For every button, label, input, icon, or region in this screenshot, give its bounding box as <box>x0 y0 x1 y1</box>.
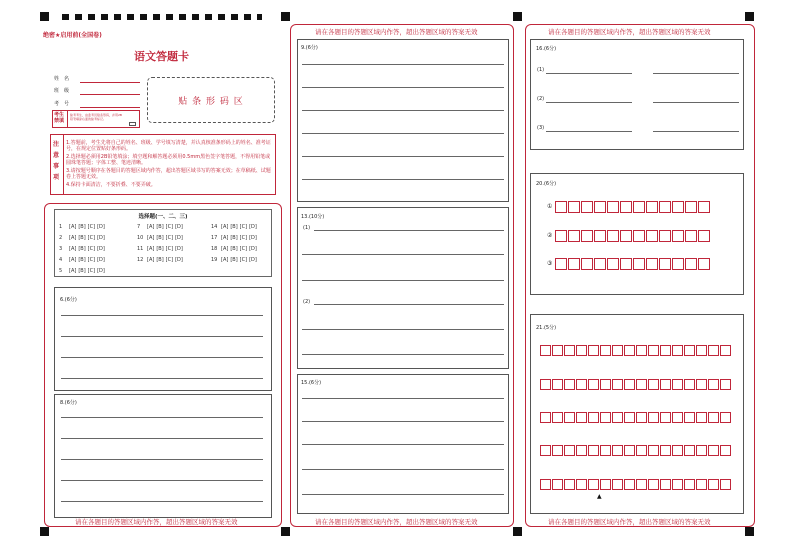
name-field-line[interactable] <box>80 82 140 83</box>
timing-mark <box>745 12 754 21</box>
q20-grid-1[interactable] <box>555 201 711 213</box>
timing-mark <box>745 527 754 536</box>
timing-mark <box>281 12 290 21</box>
mc-row[interactable]: 3 [A] [B] [C] [D] <box>59 246 105 252</box>
q13-sub1-label: (1) <box>303 225 311 231</box>
q16-sub2-label: (2) <box>537 96 545 102</box>
name-field-label: 姓 名 <box>54 76 70 82</box>
mc-row[interactable]: 10 [A] [B] [C] [D] <box>137 235 183 241</box>
q20-grid-3[interactable] <box>555 258 711 270</box>
timing-mark <box>281 527 290 536</box>
q15-box[interactable] <box>297 374 509 514</box>
mc-row[interactable]: 11 [A] [B] [C] [D] <box>137 246 183 252</box>
timing-mark <box>513 527 522 536</box>
header-warning-right: 请在各题目的答题区域内作答，超出答题区域的答案无效 <box>548 28 711 36</box>
absent-mark[interactable] <box>129 122 136 126</box>
q20-sub2-label: ② <box>547 232 553 239</box>
mc-row[interactable]: 1 [A] [B] [C] [D] <box>59 224 105 230</box>
q9-label: 9.(6分) <box>301 45 318 51</box>
q8-box[interactable] <box>54 394 272 518</box>
mc-row[interactable]: 14 [A] [B] [C] [D] <box>211 224 257 230</box>
timing-mark <box>513 12 522 21</box>
mc-block <box>54 209 272 277</box>
q16-sub1-label: (1) <box>537 67 545 73</box>
mc-row[interactable]: 19 [A] [B] [C] [D] <box>211 257 257 263</box>
q20-label: 20.(6分) <box>536 181 557 187</box>
q16-box[interactable] <box>530 39 744 150</box>
q20-sub1-label: ① <box>547 203 553 210</box>
header-warning-middle: 请在各题目的答题区域内作答，超出答题区域的答案无效 <box>315 28 478 36</box>
mc-row[interactable]: 12 [A] [B] [C] [D] <box>137 257 183 263</box>
q21-grid-2[interactable] <box>540 379 732 390</box>
absent-box <box>52 110 140 128</box>
notice-line-2: 2.选择题必须用2B铅笔填涂；填空题和解答题必须用0.5mm黑色签字笔答题，不得用铅笔或圆珠笔答题；字体工整、笔迹清晰。 <box>66 154 271 166</box>
class-field-line[interactable] <box>80 94 140 95</box>
mc-row[interactable]: 7 [A] [B] [C] [D] <box>137 224 183 230</box>
q8-label: 8.(6分) <box>60 400 77 406</box>
timing-track <box>62 14 262 20</box>
absent-text: 缺考考生，由监考员贴条形码，并用2B铅笔填涂右面的缺考标记。 <box>70 113 122 121</box>
q21-grid-3[interactable] <box>540 412 732 423</box>
notice-line-1: 1.答题前，考生先将自己的姓名、班级、学号填写清楚，并认真核准条形码上的姓名、准考证号，在规定位置贴好条形码。 <box>66 140 271 152</box>
q16-sub3-label: (3) <box>537 125 545 131</box>
q6-box[interactable] <box>54 287 272 391</box>
q13-label: 13.(10分) <box>301 214 325 220</box>
mc-row[interactable]: 17 [A] [B] [C] [D] <box>211 235 257 241</box>
q20-grid-2[interactable] <box>555 230 711 242</box>
q21-grid-5[interactable] <box>540 479 732 490</box>
triangle-marker-icon: ▲ <box>597 493 602 500</box>
timing-mark <box>40 12 49 21</box>
notice-box <box>50 134 276 195</box>
q21-grid-4[interactable] <box>540 445 732 456</box>
id-field-label: 考 号 <box>54 101 70 107</box>
mc-title: 选择题(一、二、三) <box>138 214 188 220</box>
q20-sub3-label: ③ <box>547 260 553 267</box>
q6-label: 6.(6分) <box>60 297 77 303</box>
q20-box[interactable] <box>530 173 744 295</box>
class-field-label: 班 级 <box>54 88 70 94</box>
exam-label: 绝密★启用前(全国卷) <box>43 32 102 39</box>
notice-line-4: 4.保持卡面清洁，不要折叠、不要弄破。 <box>66 182 156 188</box>
q21-grid-1[interactable] <box>540 345 732 356</box>
q15-label: 15.(6分) <box>301 380 322 386</box>
card-title: 语文答题卡 <box>134 50 189 63</box>
notice-line-3: 3.请按题号顺序在各题目的答题区域内作答，超出答题区域书写的答案无效；在草稿纸、试题卷上答题无效。 <box>66 168 271 180</box>
mc-row[interactable]: 2 [A] [B] [C] [D] <box>59 235 105 241</box>
q21-label: 21.(5分) <box>536 325 557 331</box>
barcode-label: 贴 条 形 码 区 <box>178 96 244 107</box>
id-field-line[interactable] <box>80 107 140 108</box>
mc-row[interactable]: 18 [A] [B] [C] [D] <box>211 246 257 252</box>
q13-box[interactable] <box>297 207 509 369</box>
notice-label: 注意事项 <box>53 141 60 181</box>
q21-box[interactable] <box>530 314 744 514</box>
mc-row[interactable]: 5 [A] [B] [C] [D] <box>59 268 105 274</box>
footer-warning-right: 请在各题目的答题区域内作答，超出答题区域的答案无效 <box>548 518 711 526</box>
barcode-area <box>147 77 275 123</box>
timing-mark <box>40 527 49 536</box>
absent-label: 考生禁填 <box>54 112 65 124</box>
q16-label: 16.(6分) <box>536 46 557 52</box>
mc-row[interactable]: 4 [A] [B] [C] [D] <box>59 257 105 263</box>
footer-warning-middle: 请在各题目的答题区域内作答，超出答题区域的答案无效 <box>315 518 478 526</box>
q9-box[interactable] <box>297 39 509 202</box>
footer-warning-left: 请在各题目的答题区域内作答，超出答题区域的答案无效 <box>75 518 238 526</box>
q13-sub2-label: (2) <box>303 299 311 305</box>
